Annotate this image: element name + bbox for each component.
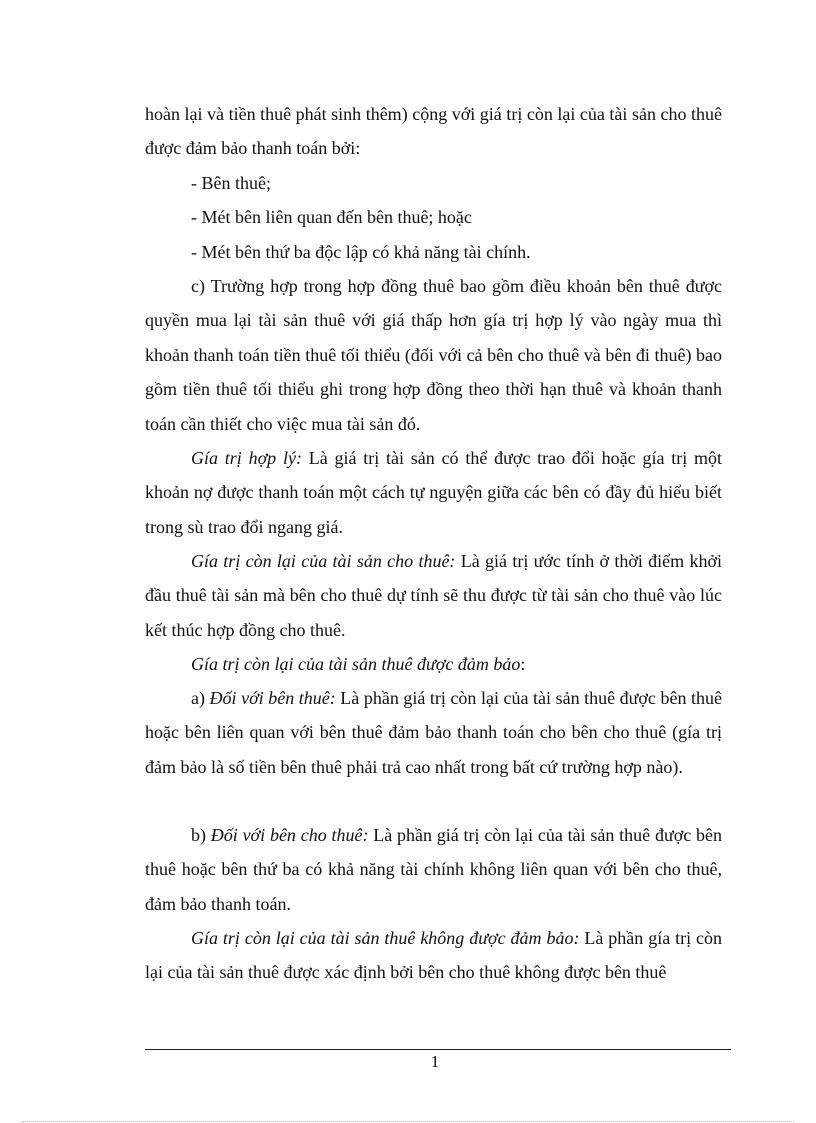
list-item [191, 235, 722, 269]
definition-residual-value [145, 544, 722, 647]
paragraph-text: c) Trường hợp trong hợp đồng thuê bao gồm điều khoản bên thuê được quyền mua lại tài sản thuê với giá thấp hơn gía trị hợp lý vào ngày mua thì khoản thanh toán tiền thuê tối thiểu (đối với cả bên cho thuê và bên đi thuê) bao gồm tiền thuê tối thiểu ghi trong hợp đồng theo thời hạn thuê và khoản thanh toán cần thiết cho việc mua tài sản đó. [145, 276, 722, 434]
definition-term: Đối với bên thuê: [209, 688, 336, 708]
paragraph-clause-c [145, 269, 722, 441]
page-number: 1 [430, 1052, 440, 1071]
definition-text: Là giá trị ước tính ở thời điểm khởi đầu thuê tài sản mà bên cho thuê dự tính sẽ thu được từ tài sản cho thuê vào lúc kết thúc hợp đồng cho thuê. [145, 551, 722, 640]
definition-term: Gía trị còn lại của tài sản thuê được đảm bảo [191, 654, 521, 674]
page-bottom-border [22, 1121, 794, 1122]
definition-text: Là phần giá trị còn lại của tài sản thuê được bên thuê hoặc bên liên quan với bên thuê đảm bảo thanh toán cho bên cho thuê (gía trị đảm bảo là số tiền bên thuê phải trả cao nhất trong bất cứ trường hợp nào). [145, 688, 722, 777]
definition-text: Là phần giá trị còn lại của tài sản thuê được bên thuê hoặc bên thứ ba có khả năng tài chính không liên quan với bên cho thuê, đảm bảo thanh toán. [145, 825, 722, 914]
list-item [191, 200, 722, 234]
definition-text: Là giá trị tài sản có thể được trao đổi hoặc gía trị một khoản nợ được thanh toán một cách tự nguyện giữa các bên có đầy đủ hiểu biết trong sù trao đổi ngang giá. [145, 448, 722, 537]
definition-term: Gía trị còn lại của tài sản cho thuê: [191, 551, 456, 571]
list-item-text: - Mét bên thứ ba độc lập có khả năng tài chính. [191, 242, 531, 262]
clause-lessee [145, 681, 722, 784]
definition-term: Gía trị hợp lý: [191, 448, 302, 468]
list-item-text: - Bên thuê; [191, 173, 271, 193]
definition-text: : [520, 654, 526, 674]
paragraph-continuation [145, 97, 722, 166]
clause-lead: b) [191, 825, 211, 845]
definition-term: Đối với bên cho thuê: [210, 825, 369, 845]
definition-unguaranteed-residual [145, 921, 722, 990]
paragraph-text: hoàn lại và tiền thuê phát sinh thêm) cộng với giá trị còn lại của tài sản cho thuê được đảm bảo thanh toán bởi: [145, 104, 722, 159]
clause-lessor [145, 818, 722, 921]
definition-term: Gía trị còn lại của tài sản thuê không được đảm bảo: [191, 928, 580, 948]
list-item [191, 166, 722, 200]
footer-divider [145, 1049, 731, 1050]
definition-text: Là phần gía trị còn lại của tài sản thuê được xác định bởi bên cho thuê không được bên thuê [145, 928, 722, 983]
definition-fair-value [145, 441, 722, 544]
clause-lead: a) [191, 688, 210, 708]
definition-guaranteed-residual [145, 647, 722, 681]
list-item-text: - Mét bên liên quan đến bên thuê; hoặc [191, 207, 472, 227]
